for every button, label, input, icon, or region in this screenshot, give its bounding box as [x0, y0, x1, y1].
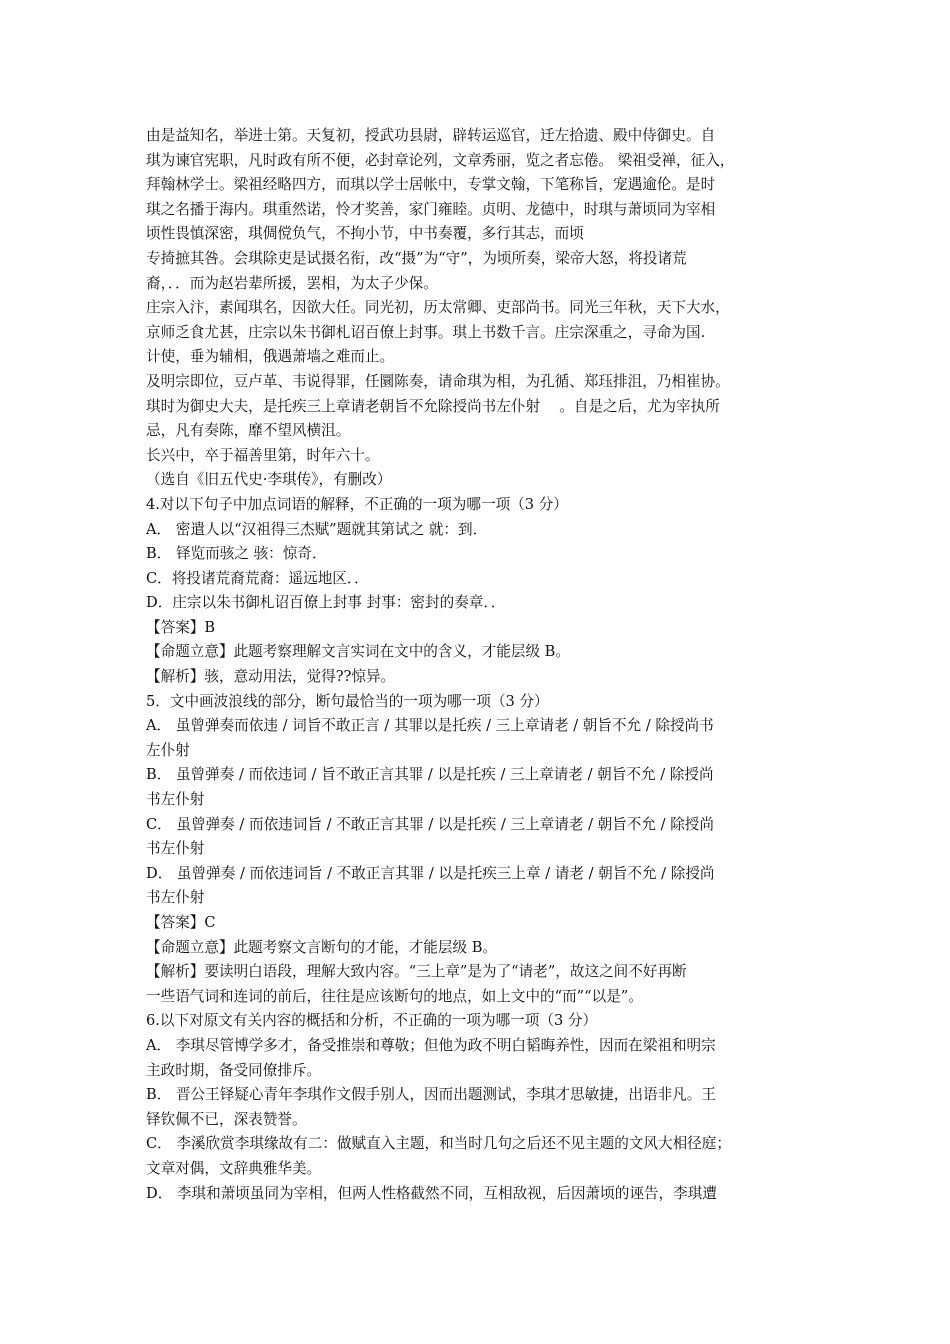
- text-line: 计使，垂为辅相，俄遇萧墙之难而止。: [146, 348, 395, 366]
- text-line: 拜翰林学士。梁祖经略四方，而琪以学士居帐中，专掌文翰，下笔称旨，宠遇逾伦。是时: [146, 176, 716, 194]
- text-line: A． 李琪尽管博学多才，备受推崇和尊敬；但他为政不明白韬晦养性，因而在梁祖和明宗: [146, 1036, 716, 1054]
- text-line: （选自《旧五代史·李琪传》，有删改）: [146, 471, 392, 489]
- text-line: D．庄宗以朱书御札诏百僚上封事 封事：密封的奏章．．: [146, 594, 506, 612]
- text-line: C．将投诸荒裔荒裔：遥远地区．．: [146, 569, 369, 587]
- text-line: B． 虽曾弹奏 / 而依违词 / 旨不敢正言其罪 / 以是托疾 / 三上章请老 / 朝旨不允 / 除授尚: [146, 766, 714, 784]
- text-line: 书左仆射: [146, 889, 205, 907]
- text-line: 书左仆射: [146, 791, 205, 809]
- text-line: 由是益知名，举进士第。天复初，授武功县尉，辟转运巡官，迁左拾遗、殿中侍御史。自: [146, 127, 716, 144]
- text-line: 专掎摭其咎。会琪除吏是试摄名衔，改“摄”为“守”，为顷所奏，梁帝大怒，将投诸荒: [146, 249, 687, 267]
- text-line: D． 虽曾弹奏 / 而依违词旨 / 不敢正言其罪 / 以是托疾三上章 / 请老 / 朝旨不允 / 除授尚: [146, 864, 715, 882]
- text-line: 顷性畏慎深密，琪倜傥负气，不拘小节，中书奏覆，多行其志，而顷: [146, 225, 584, 243]
- text-line: 琪时为御史大夫，是托疾三上章请老朝旨不允除授尚书左仆射 。自是之后，尤为宰执所: [146, 397, 720, 415]
- text-line: 琪为谏官宪职，凡时政有所不便，必封章论列，文章秀丽，览之者忘倦。 梁祖受禅，征入，: [146, 151, 735, 169]
- text-line: C． 虽曾弹奏 / 而依违词旨 / 不敢正言其罪 / 以是托疾 / 三上章请老 / 朝旨不允 / 除授尚: [146, 815, 714, 833]
- text-line: 一些语气词和连词的前后，往往是应该断句的地点，如上文中的“而”“以是”。: [146, 987, 643, 1005]
- text-line: 忌，凡有奏陈，靡不望风横沮。: [146, 422, 351, 440]
- text-line: 长兴中，卒于福善里第，时年六十。: [146, 446, 380, 464]
- text-line: 【答案】B: [146, 618, 216, 636]
- text-line: B． 铎览而骇之 骇：惊奇．: [146, 545, 327, 563]
- text-line: A． 密遣人以“汉祖得三杰赋”题就其第试之 就：到．: [146, 520, 488, 538]
- text-line: D． 李琪和萧顷虽同为宰相，但两人性格截然不同，互相敌视，后因萧顷的诬告，李琪遭: [146, 1184, 717, 1202]
- text-line: 文章对偶，文辞典雅华美。: [146, 1159, 322, 1177]
- text-line: 6.以下对原文有关内容的概括和分析，不正确的一项为哪一项（3 分）: [146, 1012, 598, 1030]
- text-line: 左仆射: [146, 741, 190, 759]
- text-line: 4.对以下句子中加点词语的解释，不正确的一项为哪一项（3 分）: [146, 495, 568, 513]
- text-line: 【命题立意】此题考察理解文言实词在文中的含义，才能层级 B。: [146, 643, 570, 661]
- text-line: 【解析】骇，意动用法，觉得??惊异。: [146, 668, 396, 686]
- text-line: C． 李溪欣赏李琪缘故有二：做赋直入主题，和当时几句之后还不见主题的文风大相径庭；: [146, 1135, 731, 1153]
- text-line: 5．文中画波浪线的部分，断句最恰当的一项为哪一项（3 分）: [146, 692, 549, 710]
- text-line: 及明宗即位，豆卢革、韦说得罪，任圜陈奏，请命琪为相，为孔循、郑珏排沮，乃相崔协。: [146, 372, 730, 390]
- text-line: 铎钦佩不已，深表赞誉。: [146, 1110, 307, 1128]
- text-line: 主政时期，备受同僚排斥。: [146, 1061, 322, 1079]
- text-line: B． 晋公王铎疑心青年李琪作文假手别人，因而出题测试，李琪才思敏捷，出语非凡。王: [146, 1086, 716, 1104]
- text-line: A． 虽曾弹奏而依违 / 词旨不敢正言 / 其罪以是托疾 / 三上章请老 / 朝旨不允 / 除授尚书: [146, 717, 714, 735]
- text-line: 书左仆射: [146, 840, 205, 858]
- text-line: 【命题立意】此题考察文言断句的才能，才能层级 B。: [146, 938, 498, 956]
- text-line: 琪之名播于海内。琪重然诺，怜才奖善，家门雍睦。贞明、龙德中，时琪与萧顷同为宰相: [146, 200, 716, 218]
- text-line: 【答案】C: [146, 914, 216, 931]
- text-line: 裔，．．而为赵岩辈所援，罢相，为太子少保。: [146, 274, 438, 292]
- text-line: 【解析】要读明白语段，理解大致内容。“三上章”是为了“请老”，故这之间不好再断: [146, 963, 687, 981]
- text-line: 庄宗入汴，素闻琪名，因欲大任。同光初，历太常卿、吏部尚书。同光三年秋，天下大水，: [146, 299, 730, 317]
- document-body: [146, 124, 816, 1206]
- text-line: 京师乏食尤甚，庄宗以朱书御札诏百僚上封事。琪上书数千言。庄宗深重之，寻命为国.: [146, 323, 706, 341]
